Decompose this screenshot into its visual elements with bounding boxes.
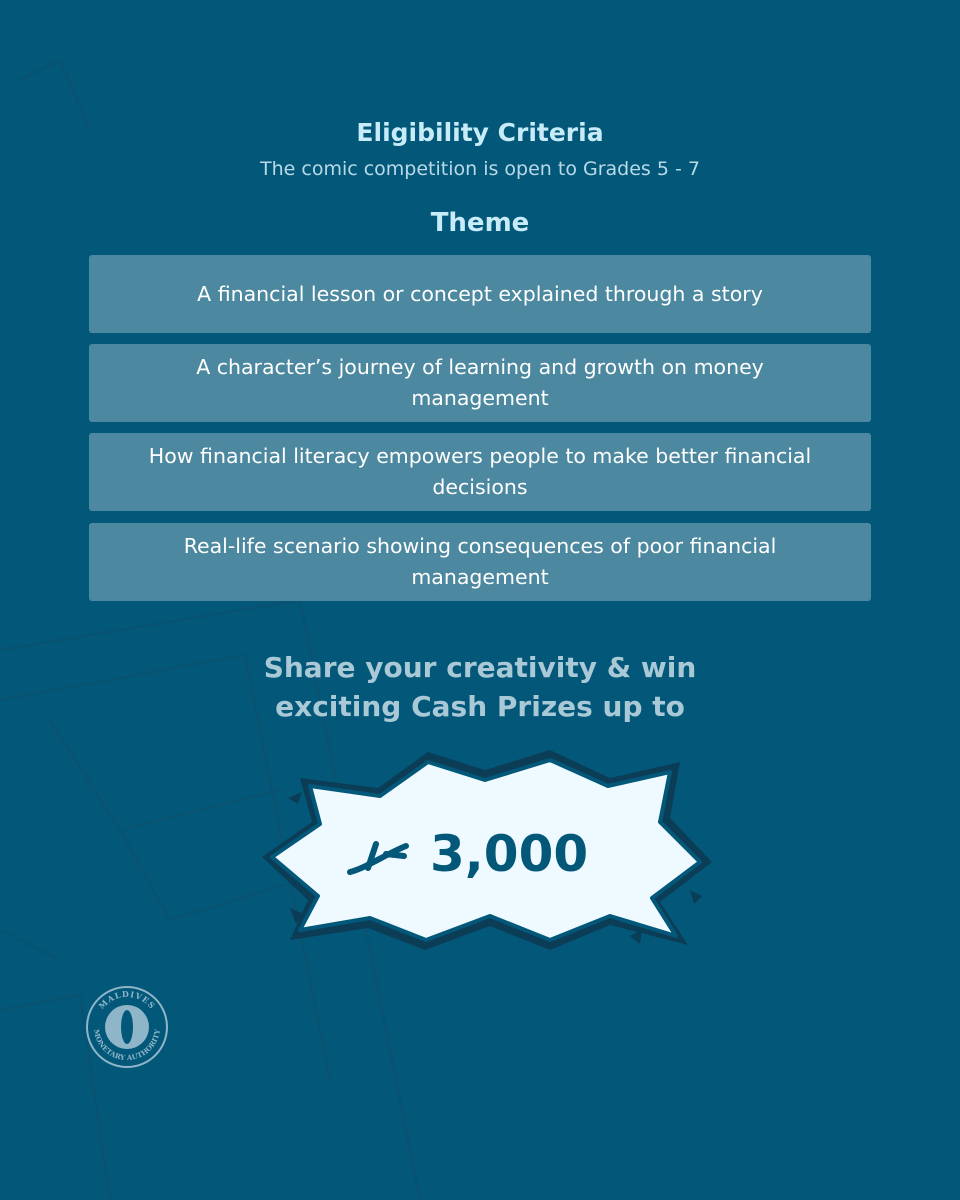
theme-item-text: A character’s journey of learning and growth on money management (196, 355, 764, 410)
eligibility-text: The comic competition is open to Grades 5 - 7 (260, 158, 700, 180)
theme-item (89, 433, 871, 511)
theme-item-text: How financial literacy empowers people to make better financial decisions (148, 444, 812, 499)
theme-item (89, 523, 871, 601)
theme-item-text: A financial lesson or concept explained through a story (197, 281, 763, 306)
svg-text:MALDIVES: MALDIVES (96, 988, 158, 1011)
prize-amount: 3,000 (430, 825, 589, 883)
eligibility-title: Eligibility Criteria (356, 118, 604, 147)
theme-title: Theme (430, 208, 530, 238)
rufiyaa-sign-icon (346, 838, 412, 878)
prize-line-2: exciting Cash Prizes up to (275, 690, 685, 723)
svg-text:MONETARY AUTHORITY: MONETARY AUTHORITY (91, 1028, 162, 1063)
prize-text (0, 648, 960, 726)
theme-item (89, 255, 871, 333)
theme-item-text: Real-life scenario showing consequences of poor financial management (183, 534, 777, 589)
prize-line-1: Share your creativity & win (263, 651, 697, 684)
monetary-authority-logo (84, 984, 170, 1070)
theme-item (89, 344, 871, 422)
